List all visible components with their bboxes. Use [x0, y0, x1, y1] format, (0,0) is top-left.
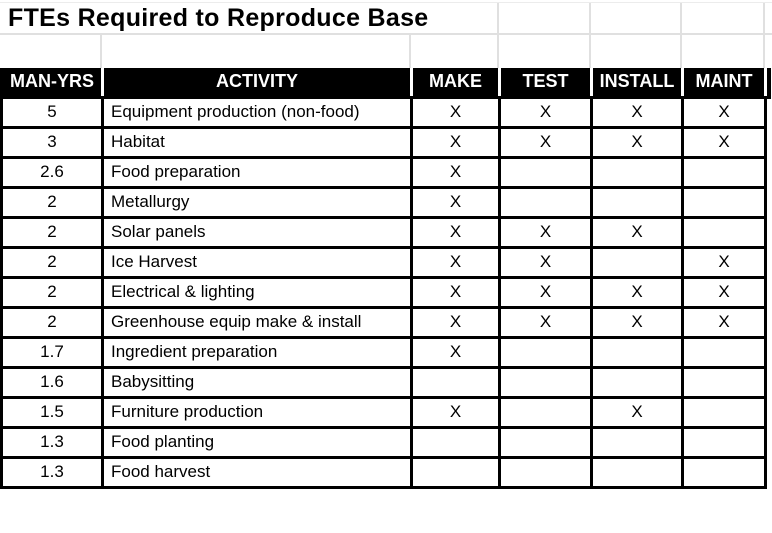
gridline [497, 35, 499, 68]
fte-table [0, 68, 771, 489]
gridline [497, 3, 499, 33]
cutoff-cell [766, 97, 771, 127]
activity-cell[interactable]: Habitat [103, 127, 412, 157]
activity-cell[interactable]: Greenhouse equip make & install [103, 307, 412, 337]
cutoff-cell [766, 397, 771, 427]
maint-cell[interactable] [683, 187, 766, 217]
install-cell[interactable] [592, 457, 683, 487]
activity-cell[interactable]: Solar panels [103, 217, 412, 247]
header-cutoff-column [766, 68, 771, 97]
test-cell[interactable]: X [500, 247, 592, 277]
test-cell[interactable] [500, 457, 592, 487]
man-yrs-cell[interactable]: 2.6 [2, 157, 103, 187]
test-cell[interactable] [500, 337, 592, 367]
table-row [2, 157, 771, 187]
cutoff-cell [766, 337, 771, 367]
man-yrs-cell[interactable]: 2 [2, 277, 103, 307]
test-cell[interactable] [500, 367, 592, 397]
cutoff-cell [766, 187, 771, 217]
activity-cell[interactable]: Food planting [103, 427, 412, 457]
man-yrs-cell[interactable]: 1.5 [2, 397, 103, 427]
maint-cell[interactable] [683, 217, 766, 247]
activity-cell[interactable]: Babysitting [103, 367, 412, 397]
install-cell[interactable]: X [592, 217, 683, 247]
cutoff-cell [766, 277, 771, 307]
header-row [2, 68, 771, 97]
man-yrs-cell[interactable]: 1.6 [2, 367, 103, 397]
maint-cell[interactable]: X [683, 277, 766, 307]
table-row [2, 247, 771, 277]
install-cell[interactable] [592, 337, 683, 367]
maint-cell[interactable] [683, 457, 766, 487]
table-row [2, 367, 771, 397]
man-yrs-cell[interactable]: 1.3 [2, 457, 103, 487]
test-cell[interactable] [500, 397, 592, 427]
man-yrs-cell[interactable]: 2 [2, 307, 103, 337]
man-yrs-cell[interactable]: 2 [2, 247, 103, 277]
make-cell[interactable]: X [412, 217, 500, 247]
activity-cell[interactable]: Furniture production [103, 397, 412, 427]
install-cell[interactable]: X [592, 97, 683, 127]
maint-cell[interactable]: X [683, 97, 766, 127]
table-row [2, 217, 771, 247]
man-yrs-cell[interactable]: 2 [2, 217, 103, 247]
header-install[interactable]: INSTALL [592, 68, 683, 97]
table-row [2, 97, 771, 127]
activity-cell[interactable]: Electrical & lighting [103, 277, 412, 307]
test-cell[interactable] [500, 187, 592, 217]
gridline [0, 33, 772, 35]
table-row [2, 277, 771, 307]
header-make[interactable]: MAKE [412, 68, 500, 97]
table-row [2, 127, 771, 157]
make-cell[interactable]: X [412, 337, 500, 367]
install-cell[interactable]: X [592, 397, 683, 427]
maint-cell[interactable] [683, 427, 766, 457]
install-cell[interactable] [592, 247, 683, 277]
make-cell[interactable]: X [412, 307, 500, 337]
table-row [2, 457, 771, 487]
install-cell[interactable] [592, 157, 683, 187]
make-cell[interactable]: X [412, 187, 500, 217]
gridline [680, 35, 682, 68]
gridline [409, 35, 411, 68]
install-cell[interactable] [592, 427, 683, 457]
test-cell[interactable]: X [500, 307, 592, 337]
header-test[interactable]: TEST [500, 68, 592, 97]
header-man-yrs[interactable]: MAN-YRS [2, 68, 103, 97]
maint-cell[interactable] [683, 157, 766, 187]
man-yrs-cell[interactable]: 5 [2, 97, 103, 127]
man-yrs-cell[interactable]: 1.3 [2, 427, 103, 457]
gridline [763, 3, 765, 33]
man-yrs-cell[interactable]: 1.7 [2, 337, 103, 367]
header-maint[interactable]: MAINT [683, 68, 766, 97]
make-cell[interactable]: X [412, 157, 500, 187]
make-cell[interactable]: X [412, 277, 500, 307]
maint-cell[interactable]: X [683, 247, 766, 277]
test-cell[interactable]: X [500, 127, 592, 157]
activity-cell[interactable]: Ice Harvest [103, 247, 412, 277]
cutoff-cell [766, 367, 771, 397]
test-cell[interactable]: X [500, 277, 592, 307]
make-cell[interactable] [412, 427, 500, 457]
install-cell[interactable]: X [592, 307, 683, 337]
cutoff-cell [766, 127, 771, 157]
install-cell[interactable] [592, 187, 683, 217]
cutoff-cell [766, 307, 771, 337]
table-row [2, 337, 771, 367]
man-yrs-cell[interactable]: 2 [2, 187, 103, 217]
table-body [2, 97, 771, 487]
maint-cell[interactable] [683, 397, 766, 427]
gridline [763, 35, 765, 68]
activity-cell[interactable]: Food harvest [103, 457, 412, 487]
test-cell[interactable] [500, 157, 592, 187]
table-row [2, 307, 771, 337]
table-row [2, 427, 771, 457]
install-cell[interactable]: X [592, 277, 683, 307]
activity-cell[interactable]: Ingredient preparation [103, 337, 412, 367]
make-cell[interactable]: X [412, 97, 500, 127]
make-cell[interactable] [412, 367, 500, 397]
activity-cell[interactable]: Metallurgy [103, 187, 412, 217]
make-cell[interactable] [412, 457, 500, 487]
table-row [2, 187, 771, 217]
cutoff-cell [766, 247, 771, 277]
make-cell[interactable]: X [412, 247, 500, 277]
cutoff-cell [766, 457, 771, 487]
install-cell[interactable]: X [592, 127, 683, 157]
gridline [589, 3, 591, 33]
gridline [589, 35, 591, 68]
gridline [0, 2, 772, 3]
test-cell[interactable]: X [500, 97, 592, 127]
test-cell[interactable]: X [500, 217, 592, 247]
man-yrs-cell[interactable]: 3 [2, 127, 103, 157]
activity-cell[interactable]: Food preparation [103, 157, 412, 187]
cutoff-cell [766, 427, 771, 457]
gridline [100, 35, 102, 68]
maint-cell[interactable]: X [683, 127, 766, 157]
cutoff-cell [766, 217, 771, 247]
page-title: FTEs Required to Reproduce Base [8, 4, 429, 32]
make-cell[interactable]: X [412, 397, 500, 427]
maint-cell[interactable] [683, 337, 766, 367]
maint-cell[interactable]: X [683, 307, 766, 337]
test-cell[interactable] [500, 427, 592, 457]
gridline [680, 3, 682, 33]
cutoff-cell [766, 157, 771, 187]
header-activity[interactable]: ACTIVITY [103, 68, 412, 97]
table-row [2, 397, 771, 427]
install-cell[interactable] [592, 367, 683, 397]
maint-cell[interactable] [683, 367, 766, 397]
activity-cell[interactable]: Equipment production (non-food) [103, 97, 412, 127]
make-cell[interactable]: X [412, 127, 500, 157]
